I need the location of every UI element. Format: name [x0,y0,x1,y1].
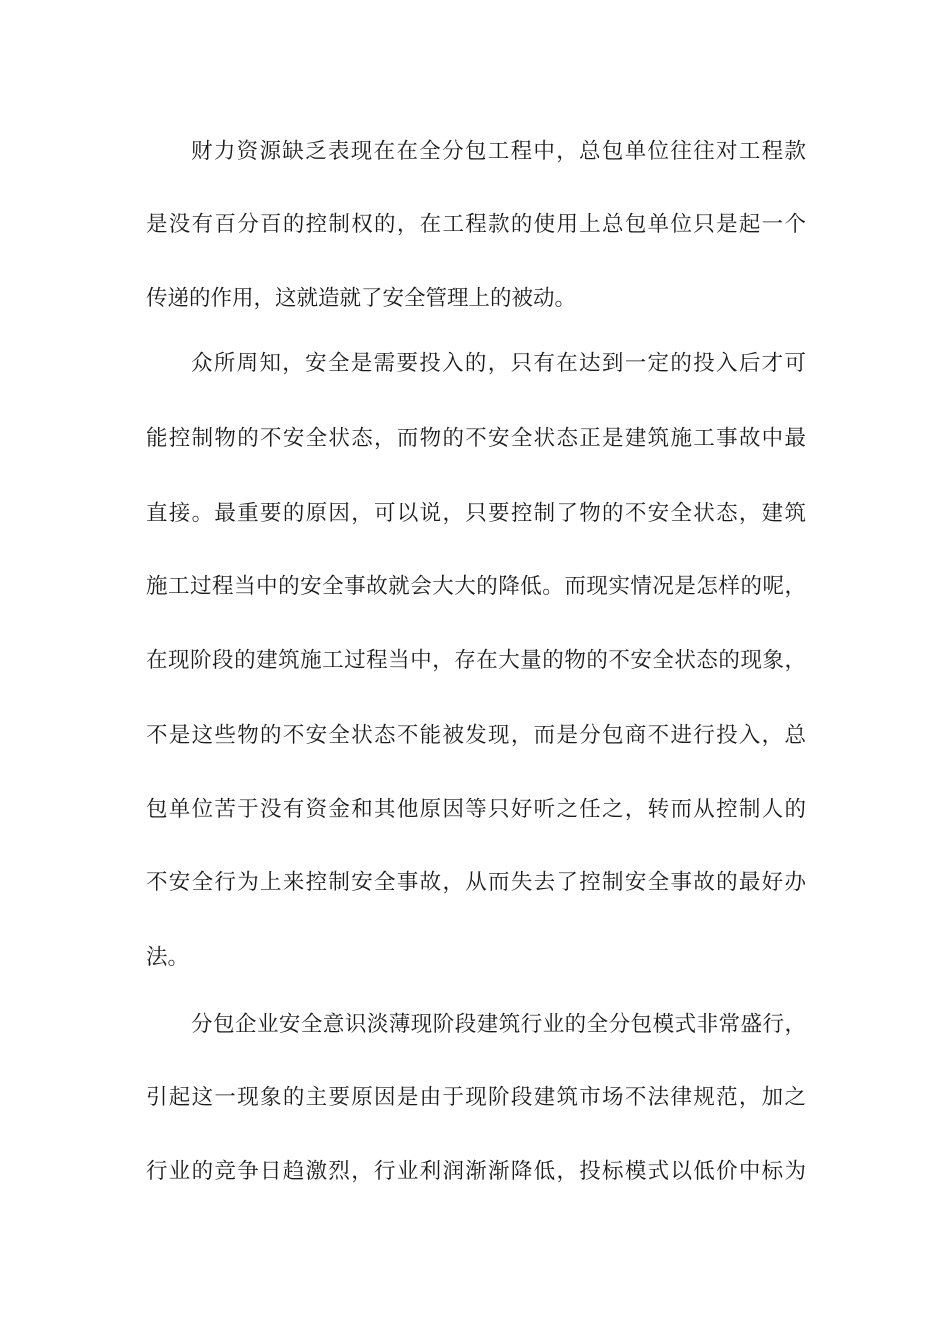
paragraph-line: 在现阶段的建筑施工过程当中，存在大量的物的不安全状态的现象， [146,648,806,673]
paragraph-line: 法。 [146,945,190,970]
paragraph-line: 财力资源缺乏表现在在全分包工程中，总包单位往往对工程款 [191,139,806,164]
paragraph-line: 引起这一现象的主要原因是由于现阶段建筑市场不法律规范，加之 [146,1085,806,1110]
paragraph-line: 众所周知，安全是需要投入的，只有在达到一定的投入后才可 [191,351,806,376]
paragraph-line: 直接。最重要的原因，可以说，只要控制了物的不安全状态，建筑 [146,501,806,526]
paragraph-line: 是没有百分百的控制权的，在工程款的使用上总包单位只是起一个 [146,212,806,237]
paragraph-line: 不是这些物的不安全状态不能被发现，而是分包商不进行投入，总 [146,723,806,748]
paragraph-line: 包单位苦于没有资金和其他原因等只好听之任之，转而从控制人的 [146,797,806,822]
paragraph-line: 行业的竞争日趋激烈，行业利润渐渐降低，投标模式以低价中标为 [146,1159,806,1184]
paragraph-line: 能控制物的不安全状态，而物的不安全状态正是建筑施工事故中最 [146,426,806,451]
paragraph-line: 不安全行为上来控制安全事故，从而失去了控制安全事故的最好办 [146,870,806,895]
paragraph-line: 施工过程当中的安全事故就会大大的降低。而现实情况是怎样的呢， [146,574,806,599]
paragraph-line: 传递的作用，这就造就了安全管理上的被动。 [146,286,577,311]
paragraph-line: 分包企业安全意识淡薄现阶段建筑行业的全分包模式非常盛行， [191,1012,806,1037]
